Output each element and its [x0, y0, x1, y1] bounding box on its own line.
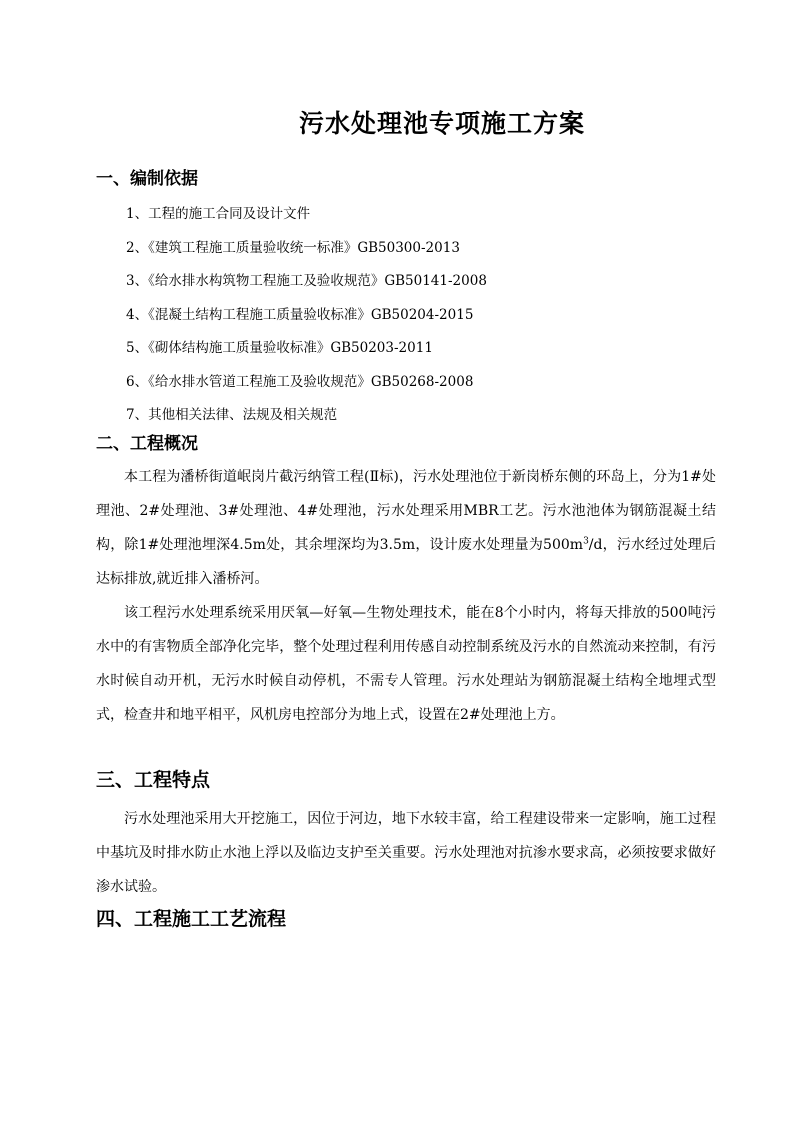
overview-paragraph-2: 该工程污水处理系统采用厌氧—好氧—生物处理技术，能在8个小时内，将每天排放的500吨污水中的有害物质全部净化完毕，整个处理过程利用传感自动控制系统及污水的自然流动来控制，有污水时候自动开机，无污水时候自动停机，不需专人管理。污水处理站为钢筋混凝土结构全地埋式型式，检查井和地平相平，风机房电控部分为地上式，设置在2#处理池上方。: [96, 605, 716, 723]
section-heading-overview: 二、工程概况: [96, 434, 198, 454]
overview-paragraph-1: [96, 460, 716, 596]
section-heading-basis: 一、编制依据: [96, 169, 198, 189]
features-paragraph: 污水处理池采用大开挖施工，因位于河边，地下水较丰富，给工程建设带来一定影响，施工过程中基坑及时排水防止水池上浮以及临边支护至关重要。污水处理池对抗渗水要求高，必须按要求做好渗水试验。: [96, 811, 716, 895]
paragraph-text: /d，污水经过处理后达标排放,就近排入潘桥河。: [96, 537, 716, 587]
superscript-unit: 3: [583, 536, 589, 547]
list-item: 5、《砌体结构施工质量验收标准》GB50203-2011: [126, 340, 433, 356]
list-item: 6、《给水排水管道工程施工及验收规范》GB50268-2008: [126, 373, 474, 390]
section-heading-features: 三、工程特点: [96, 769, 211, 791]
document-title: 污水处理池专项施工方案: [298, 109, 585, 138]
list-item: 3、《给水排水构筑物工程施工及验收规范》GB50141-2008: [126, 273, 487, 289]
section-heading-process: 四、工程施工工艺流程: [96, 908, 287, 930]
list-item: 7、其他相关法律、法规及相关规范: [126, 407, 338, 423]
list-item: 4、《混凝土结构工程施工质量验收标准》GB50204-2015: [126, 306, 474, 323]
list-item: 1、工程的施工合同及设计文件: [126, 206, 311, 222]
list-item: 2、《建筑工程施工质量验收统一标准》GB50300-2013: [126, 239, 460, 256]
paragraph-text: 本工程为潘桥街道岷岗片截污纳管工程(Ⅱ标)，污水处理池位于新岗桥东侧的环岛上，分为1#处理池、2#处理池、3#处理池、4#处理池，污水处理采用MBR工艺。污水池池体为钢筋混凝土结构，除1#处理池埋深4.5m处，其余埋深均为3.5m，设计废水处理量为500m: [96, 469, 716, 553]
reference-list: [126, 198, 487, 433]
